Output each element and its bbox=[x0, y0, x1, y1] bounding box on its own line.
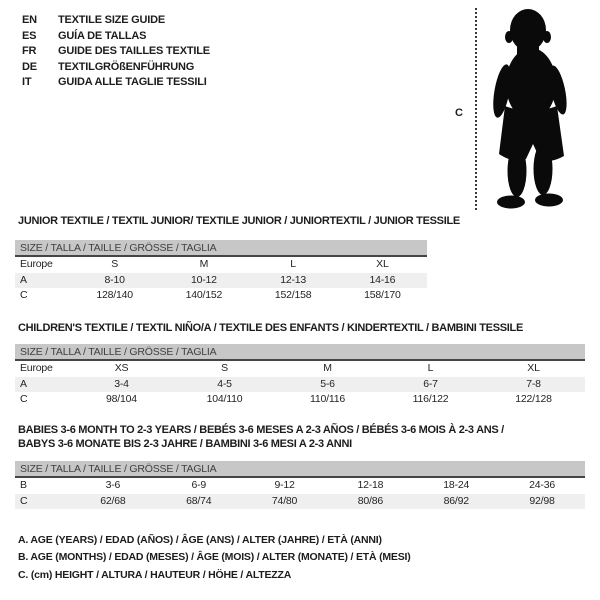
table-cell: S bbox=[221, 362, 228, 374]
table-cell: 80/86 bbox=[357, 494, 384, 507]
children-section-title bbox=[18, 322, 523, 336]
table-cell: 92/98 bbox=[529, 494, 555, 507]
table-cell: 3-6 bbox=[105, 479, 121, 491]
table-cell: 3-4 bbox=[114, 377, 129, 390]
table-cell: 24-36 bbox=[529, 479, 555, 491]
language-title: GUÍA DE TALLAS bbox=[58, 29, 147, 42]
table-cell: 12-18 bbox=[357, 479, 384, 491]
language-list bbox=[22, 13, 210, 91]
section-title-line: JUNIOR TEXTILE / TEXTIL JUNIOR/ TEXTILE JUNIOR / JUNIORTEXTIL / JUNIOR TESSILE bbox=[18, 215, 460, 227]
row-label: C bbox=[20, 289, 28, 301]
height-measure-dotted-line bbox=[475, 8, 477, 210]
junior-section-title bbox=[18, 215, 460, 229]
language-code: IT bbox=[22, 76, 32, 89]
size-header-bar: SIZE / TALLA / TAILLE / GRÖSSE / TAGLIA bbox=[15, 461, 585, 478]
row-label: C bbox=[20, 494, 28, 507]
toddler-baby-silhouette-icon bbox=[484, 6, 588, 212]
table-cell: 98/104 bbox=[106, 393, 137, 405]
row-label: Europe bbox=[20, 258, 53, 270]
language-row bbox=[22, 29, 210, 45]
table-cell: 140/152 bbox=[185, 289, 223, 301]
size-header-bar: SIZE / TALLA / TAILLE / GRÖSSE / TAGLIA bbox=[15, 240, 427, 257]
table-cell: 158/170 bbox=[364, 289, 401, 301]
table-cell: 110/116 bbox=[310, 393, 345, 405]
table-row bbox=[15, 392, 585, 408]
table-cell: 9-12 bbox=[274, 479, 295, 491]
language-code: EN bbox=[22, 14, 37, 26]
table-cell: 14-16 bbox=[369, 273, 396, 286]
row-label: A bbox=[20, 273, 27, 286]
table-cell: S bbox=[111, 258, 119, 270]
table-cell: 5-6 bbox=[320, 377, 335, 390]
language-code: FR bbox=[22, 45, 37, 58]
table-cell: 86/92 bbox=[443, 494, 469, 507]
size-header-bar: SIZE / TALLA / TAILLE / GRÖSSE / TAGLIA bbox=[15, 344, 585, 361]
table-cell: L bbox=[427, 362, 434, 374]
legend-note-line: B. AGE (MONTHS) / EDAD (MESES) / ÂGE (MOIS) / ALTER (MONATE) / ETÀ (MESI) bbox=[18, 551, 411, 564]
table-row bbox=[15, 478, 585, 494]
babies-size-table bbox=[15, 461, 585, 509]
table-cell: XS bbox=[114, 362, 129, 374]
table-cell: 68/74 bbox=[186, 494, 212, 507]
table-cell: XL bbox=[527, 362, 540, 374]
table-cell: 12-13 bbox=[280, 273, 307, 286]
legend-notes bbox=[18, 532, 411, 584]
table-cell: 116/122 bbox=[412, 393, 449, 405]
table-cell: 8-10 bbox=[104, 273, 125, 286]
table-cell: 6-7 bbox=[423, 377, 438, 390]
row-label: A bbox=[20, 377, 27, 390]
row-label: C bbox=[20, 393, 28, 405]
language-title: TEXTILE SIZE GUIDE bbox=[58, 14, 166, 26]
table-cell: 10-12 bbox=[190, 273, 217, 286]
table-cell: 62/68 bbox=[100, 494, 126, 507]
table-cell: 18-24 bbox=[443, 479, 470, 491]
table-cell: 6-9 bbox=[191, 479, 207, 491]
language-title: TEXTILGRÖßENFÜHRUNG bbox=[58, 60, 195, 73]
section-title-line: BABIES 3-6 MONTH TO 2-3 YEARS / BEBÉS 3-6 MESES A 2-3 AÑOS / BÉBÉS 3-6 MOIS À 2-3 ANS / bbox=[18, 424, 504, 436]
junior-size-table bbox=[15, 240, 427, 304]
table-row bbox=[15, 494, 585, 510]
language-row bbox=[22, 13, 210, 29]
language-row bbox=[22, 75, 210, 91]
babies-section-title bbox=[18, 424, 504, 451]
language-row bbox=[22, 44, 210, 60]
table-cell: M bbox=[323, 362, 332, 374]
table-row bbox=[15, 257, 427, 273]
language-code: DE bbox=[22, 60, 37, 73]
table-cell: 122/128 bbox=[515, 393, 552, 405]
table-cell: 4-5 bbox=[217, 377, 232, 390]
table-cell: 7-8 bbox=[526, 377, 541, 390]
legend-note-line: A. AGE (YEARS) / EDAD (AÑOS) / ÂGE (ANS) / ALTER (JAHRE) / ETÀ (ANNI) bbox=[18, 534, 382, 546]
language-row bbox=[22, 60, 210, 76]
language-title: GUIDE DES TAILLES TEXTILE bbox=[58, 45, 210, 58]
table-cell: 128/140 bbox=[96, 289, 133, 301]
table-row bbox=[15, 273, 427, 289]
table-cell: 152/158 bbox=[274, 289, 312, 301]
table-cell: M bbox=[199, 258, 209, 270]
children-size-table bbox=[15, 344, 585, 408]
table-cell: 74/80 bbox=[271, 494, 298, 507]
table-cell: L bbox=[290, 258, 296, 270]
section-title-line: CHILDREN'S TEXTILE / TEXTIL NIÑO/A / TEXTILE DES ENFANTS / KINDERTEXTIL / BAMBINI TESSILE bbox=[18, 322, 523, 334]
table-cell: 104/110 bbox=[206, 393, 243, 405]
legend-note-line: C. (cm) HEIGHT / ALTURA / HAUTEUR / HÖHE / ALTEZZA bbox=[18, 568, 292, 581]
table-row bbox=[15, 377, 585, 393]
table-row bbox=[15, 288, 427, 304]
language-code: ES bbox=[22, 29, 37, 42]
table-cell: XL bbox=[376, 258, 389, 270]
height-measure-label: C bbox=[455, 107, 463, 119]
section-title-line: BABYS 3-6 MONATE BIS 2-3 JAHRE / BAMBINI 3-6 MESI A 2-3 ANNI bbox=[18, 437, 352, 450]
row-label: B bbox=[20, 479, 27, 491]
table-row bbox=[15, 361, 585, 377]
row-label: Europe bbox=[20, 362, 53, 374]
language-title: GUIDA ALLE TAGLIE TESSILI bbox=[58, 76, 207, 89]
